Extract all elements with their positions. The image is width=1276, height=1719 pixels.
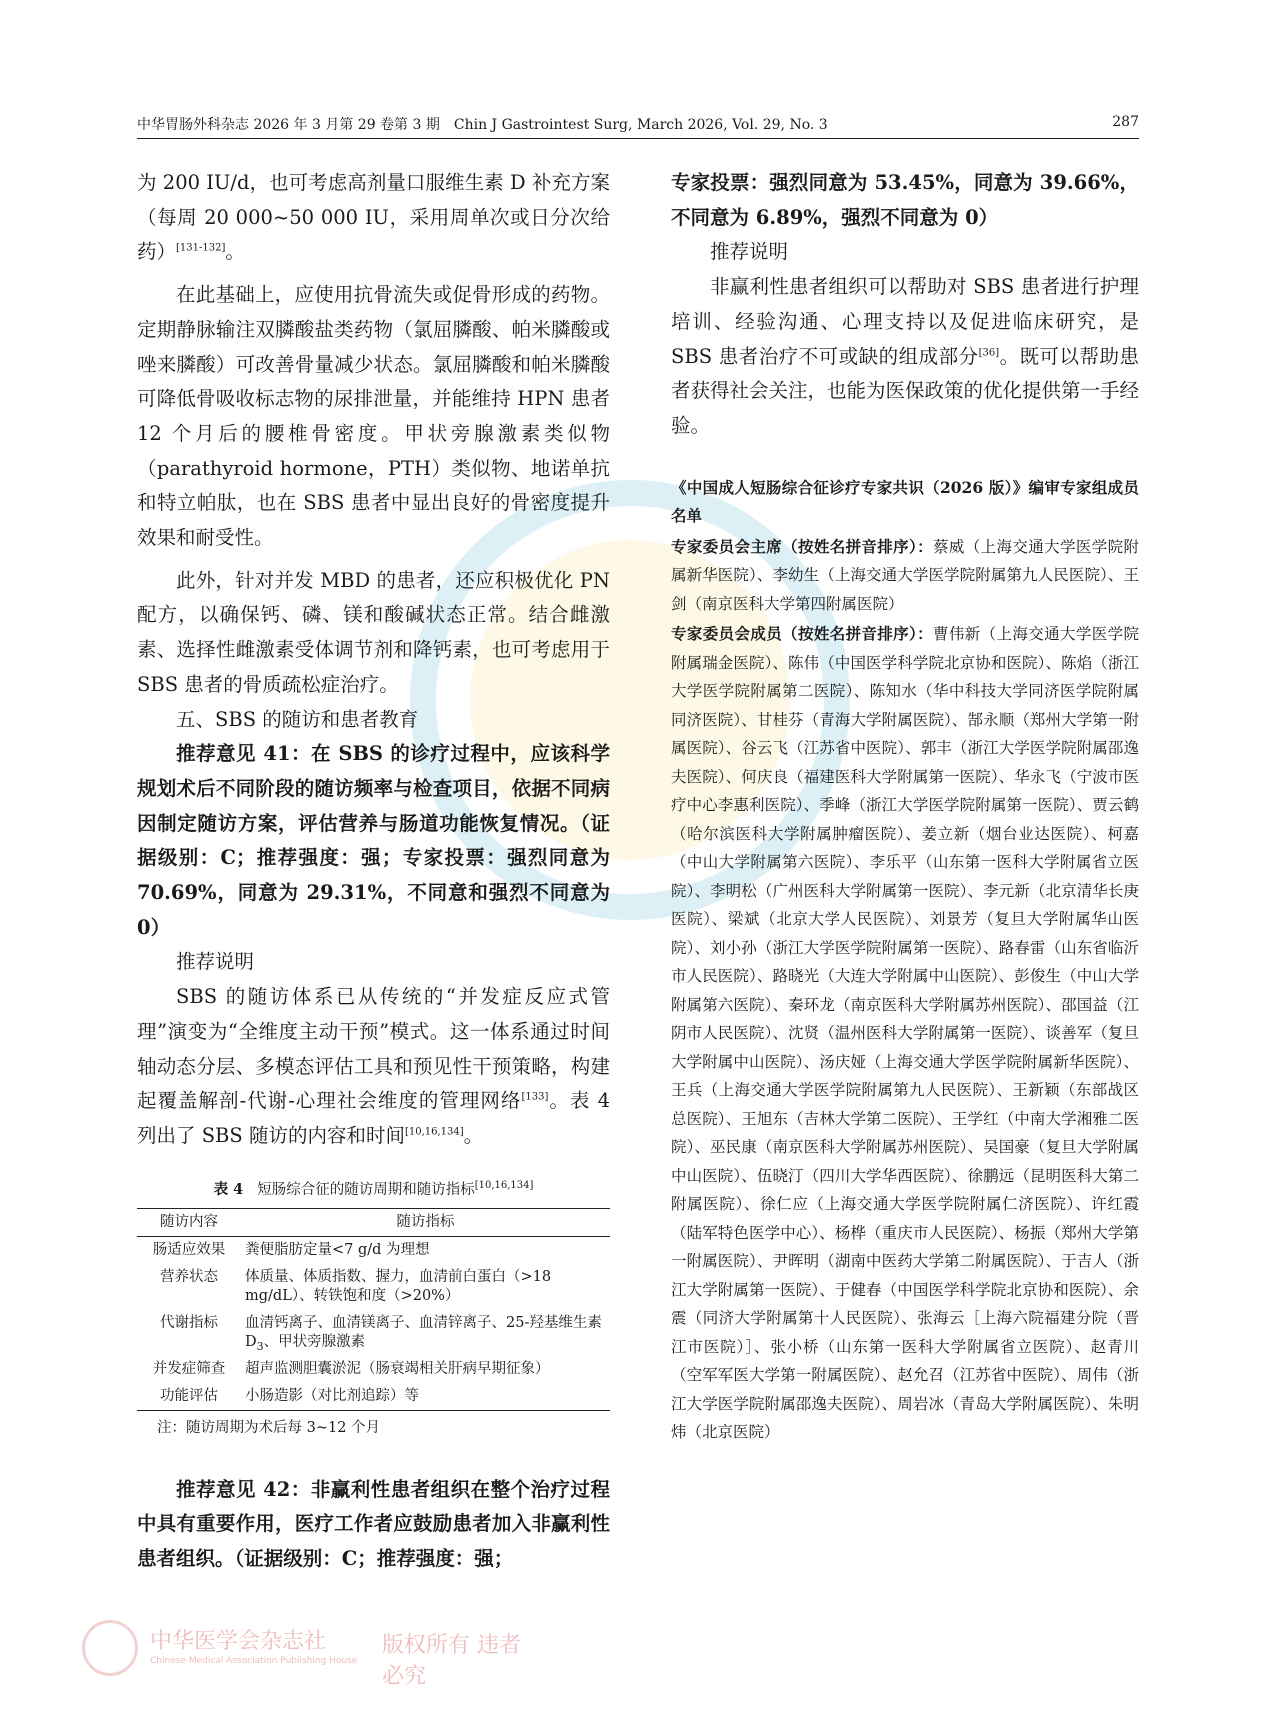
table-row: 代谢指标 血清钙离子、血清镁离子、血清锌离子、25-羟基维生素 $D_3$、甲状旁腺激素 [160,1314,602,1353]
table-row: 并发症筛查 超声监测胆囊淤泥（肠衰竭相关肝病早期征象） [152,1360,550,1377]
table-row: 功能评估 小肠造影（对比剂追踪）等 [137,1383,610,1411]
column-header: 随访内容 [137,1208,241,1236]
right-column [671,166,1139,1447]
journal-citation: 中华胃肠外科杂志 2026 年 3 月第 29 卷第 3 期 Chin J Gastrointest Surg, March 2026, Vol. 29, No. 3 [137,117,828,133]
committee-title: 《中国成人短肠综合征诊疗专家共识（2026 版）》编审专家组成员名单 [671,477,1139,526]
copyright-stamp: 版权所有 违者必究 [382,1633,521,1689]
publisher-logo: 中华医学会杂志社 Chinese Medical Association Publishing House 版权所有 违者必究 [82,1620,542,1680]
recommendation-41: 推荐意见 41：在 SBS 的诊疗过程中，应该科学规划术后不同阶段的随访频率与检查项目，依据不同病因制定随访方案，评估营养与肠道功能恢复情况。（证据级别：C；推荐强度：强；专家投票：强烈同意为 70.69%，同意为 29.31%，不同意和强烈不同意为 0） [137,742,610,939]
committee-chairs: 专家委员会主席（按姓名拼音排序）：蔡威（上海交通大学医学院附属新华医院）、李幼生（上海交通大学医学院附属第九人民医院）、王剑（南京医科大学第四附属医院） [671,536,1139,613]
left-column [137,166,610,1577]
table-note: 注：随访周期为术后每 3~12 个月 [157,1419,381,1436]
paragraph-patient-organizations: 非赢利性患者组织可以帮助对 SBS 患者进行护理培训、经验沟通、心理支持以及促进临床研究，是 SBS 患者治疗不可或缺的组成部分[36]。既可以帮助患者获得社会关注，也能为医保政策的优化提供第一手经验。 [671,275,1140,437]
table-header-row [137,1208,610,1236]
running-header [137,112,1139,139]
table-row: 营养状态 体质量、体质指数、握力，血清前白蛋白（>18 mg/dL）、转铁饱和度（>20%） [160,1268,552,1304]
column-header: 随访指标 [241,1208,610,1236]
table-caption: 表 4 短肠综合征的随访周期和随访指标[10,16,134] [213,1179,534,1198]
paragraph-pn-optimization: 此外，针对并发 MBD 的患者，还应积极优化 PN 配方，以确保钙、磷、镁和酸碱状态正常。结合雌激素、选择性雌激素受体调节剂和降钙素，也可考虑用于 SBS 患者的骨质疏松症治疗。 [137,568,610,696]
recommendation-42-continued: 专家投票：强烈同意为 53.45%，同意为 39.66%，不同意为 6.89%，强烈不同意为 0） [671,171,1139,229]
citation: [10,16,134] [404,1126,464,1138]
recommendation-42: 推荐意见 42：非赢利性患者组织在整个治疗过程中具有重要作用，医疗工作者应鼓励患者加入非赢利性患者组织。（证据级别：C；推荐强度：强； [137,1477,610,1571]
table-4 [137,1178,610,1439]
citation: [131-132] [176,242,226,254]
recommendation-note-heading: 推荐说明 [176,950,255,974]
page-number: 287 [1112,114,1139,130]
follow-up-table [137,1208,610,1411]
citation: [133] [521,1091,549,1103]
publisher-emblem-icon [82,1620,138,1676]
section-heading: 五、SBS 的随访和患者教育 [176,707,419,731]
table-row: 肠适应效果 粪便脂肪定量<7 g/d 为理想 [152,1241,430,1258]
citation: [36] [978,347,1000,359]
recommendation-note-heading: 推荐说明 [710,240,789,264]
paragraph-antiresorptive: 在此基础上，应使用抗骨流失或促骨形成的药物。定期静脉输注双膦酸盐类药物（氯屈膦酸、帕米膦酸或唑来膦酸）可改善骨量减少状态。氯屈膦酸和帕米膦酸可降低骨吸收标志物的尿排泄量，并能维持 HPN 患者 12 个月后的腰椎骨密度。甲状旁腺激素类似物（parathyroid hormone，PTH）类似物、地诺单抗和特立帕肽，也在 SBS 患者中显出良好的骨密度提升效果和耐受性。 [137,283,610,550]
paragraph-follow-up-system: SBS 的随访体系已从传统的“并发症反应式管理”演变为“全维度主动干预”模式。这一体系通过时间轴动态分层、多模态评估工具和预见性干预策略，构建起覆盖解剖-代谢-心理社会维度的管理网络[133]。表 4 列出了 SBS 随访的内容和时间[10,16,134]。 [137,985,611,1147]
committee-members: 专家委员会成员（按姓名拼音排序）：曹伟新（上海交通大学医学院附属瑞金医院）、陈伟（中国医学科学院北京协和医院）、陈焰（浙江大学医学院附属第二医院）、陈知水（华中科技大学同济医学院附属同济医院）、甘桂芬（青海大学附属医院）、郜永顺（郑州大学第一附属医院）、谷云飞（江苏省中医院）、郭丰（浙江大学医学院附属邵逸夫医院）、何庆良（福建医科大学附属第一医院）、华永飞（宁波市医疗中心李惠利医院）、季峰（浙江大学医学院附属第一医院）、贾云鹤（哈尔滨医科大学附属肿瘤医院）、姜立新（烟台业达医院）、柯嘉（中山大学附属第六医院）、李乐平（山东第一医科大学附属省立医院）、李明松（广州医科大学附属第一医院）、李元新（北京清华长庚医院）、梁斌（北京大学人民医院）、刘景芳（复旦大学附属华山医院）、刘小孙（浙江大学医学院附属第一医院）、路春雷（山东省临沂市人民医院）、路晓光（大连大学附属中山医院）、彭俊生（中山大学附属第六医院）、秦环龙（南京医科大学附属苏州医院）、邵国益（江阴市人民医院）、沈贤（温州医科大学附属第一医院）、谈善军（复旦大学附属中山医院）、汤庆娅（上海交通大学医学院附属新华医院）、王兵（上海交通大学医学院附属第九人民医院）、王新颖（东部战区总医院）、王旭东（吉林大学第二医院）、王学红（中南大学湘雅二医院）、巫民康（南京医科大学附属苏州医院）、吴国豪（复旦大学附属中山医院）、伍晓汀（四川大学华西医院）、徐鹏远（昆明医科大第二附属医院）、徐仁应（上海交通大学医学院附属仁济医院）、许红霞（陆军特色医学中心）、杨桦（重庆市人民医院）、杨振（郑州大学第一附属医院）、尹晖明（湖南中医药大学第二附属医院）、于吉人（浙江大学附属第一医院）、于健春（中国医学科学院北京协和医院）、余震（同济大学附属第十人民医院）、张海云［上海六院福建分院（晋江市医院）］、张小桥（山东第一医科大学附属省立医院）、赵青川（空军军医大学第一附属医院）、赵允召（江苏省中医院）、周伟（浙江大学医学院附属邵逸夫医院）、周岩冰（青岛大学附属医院）、朱明炜（北京医院） [671,624,1139,1442]
paragraph-vitamin-d: 为 200 IU/d，也可考虑高剂量口服维生素 D 补充方案（每周 20 000~50 000 IU，采用周单次或日分次给药）[131-132]。 [137,171,610,264]
